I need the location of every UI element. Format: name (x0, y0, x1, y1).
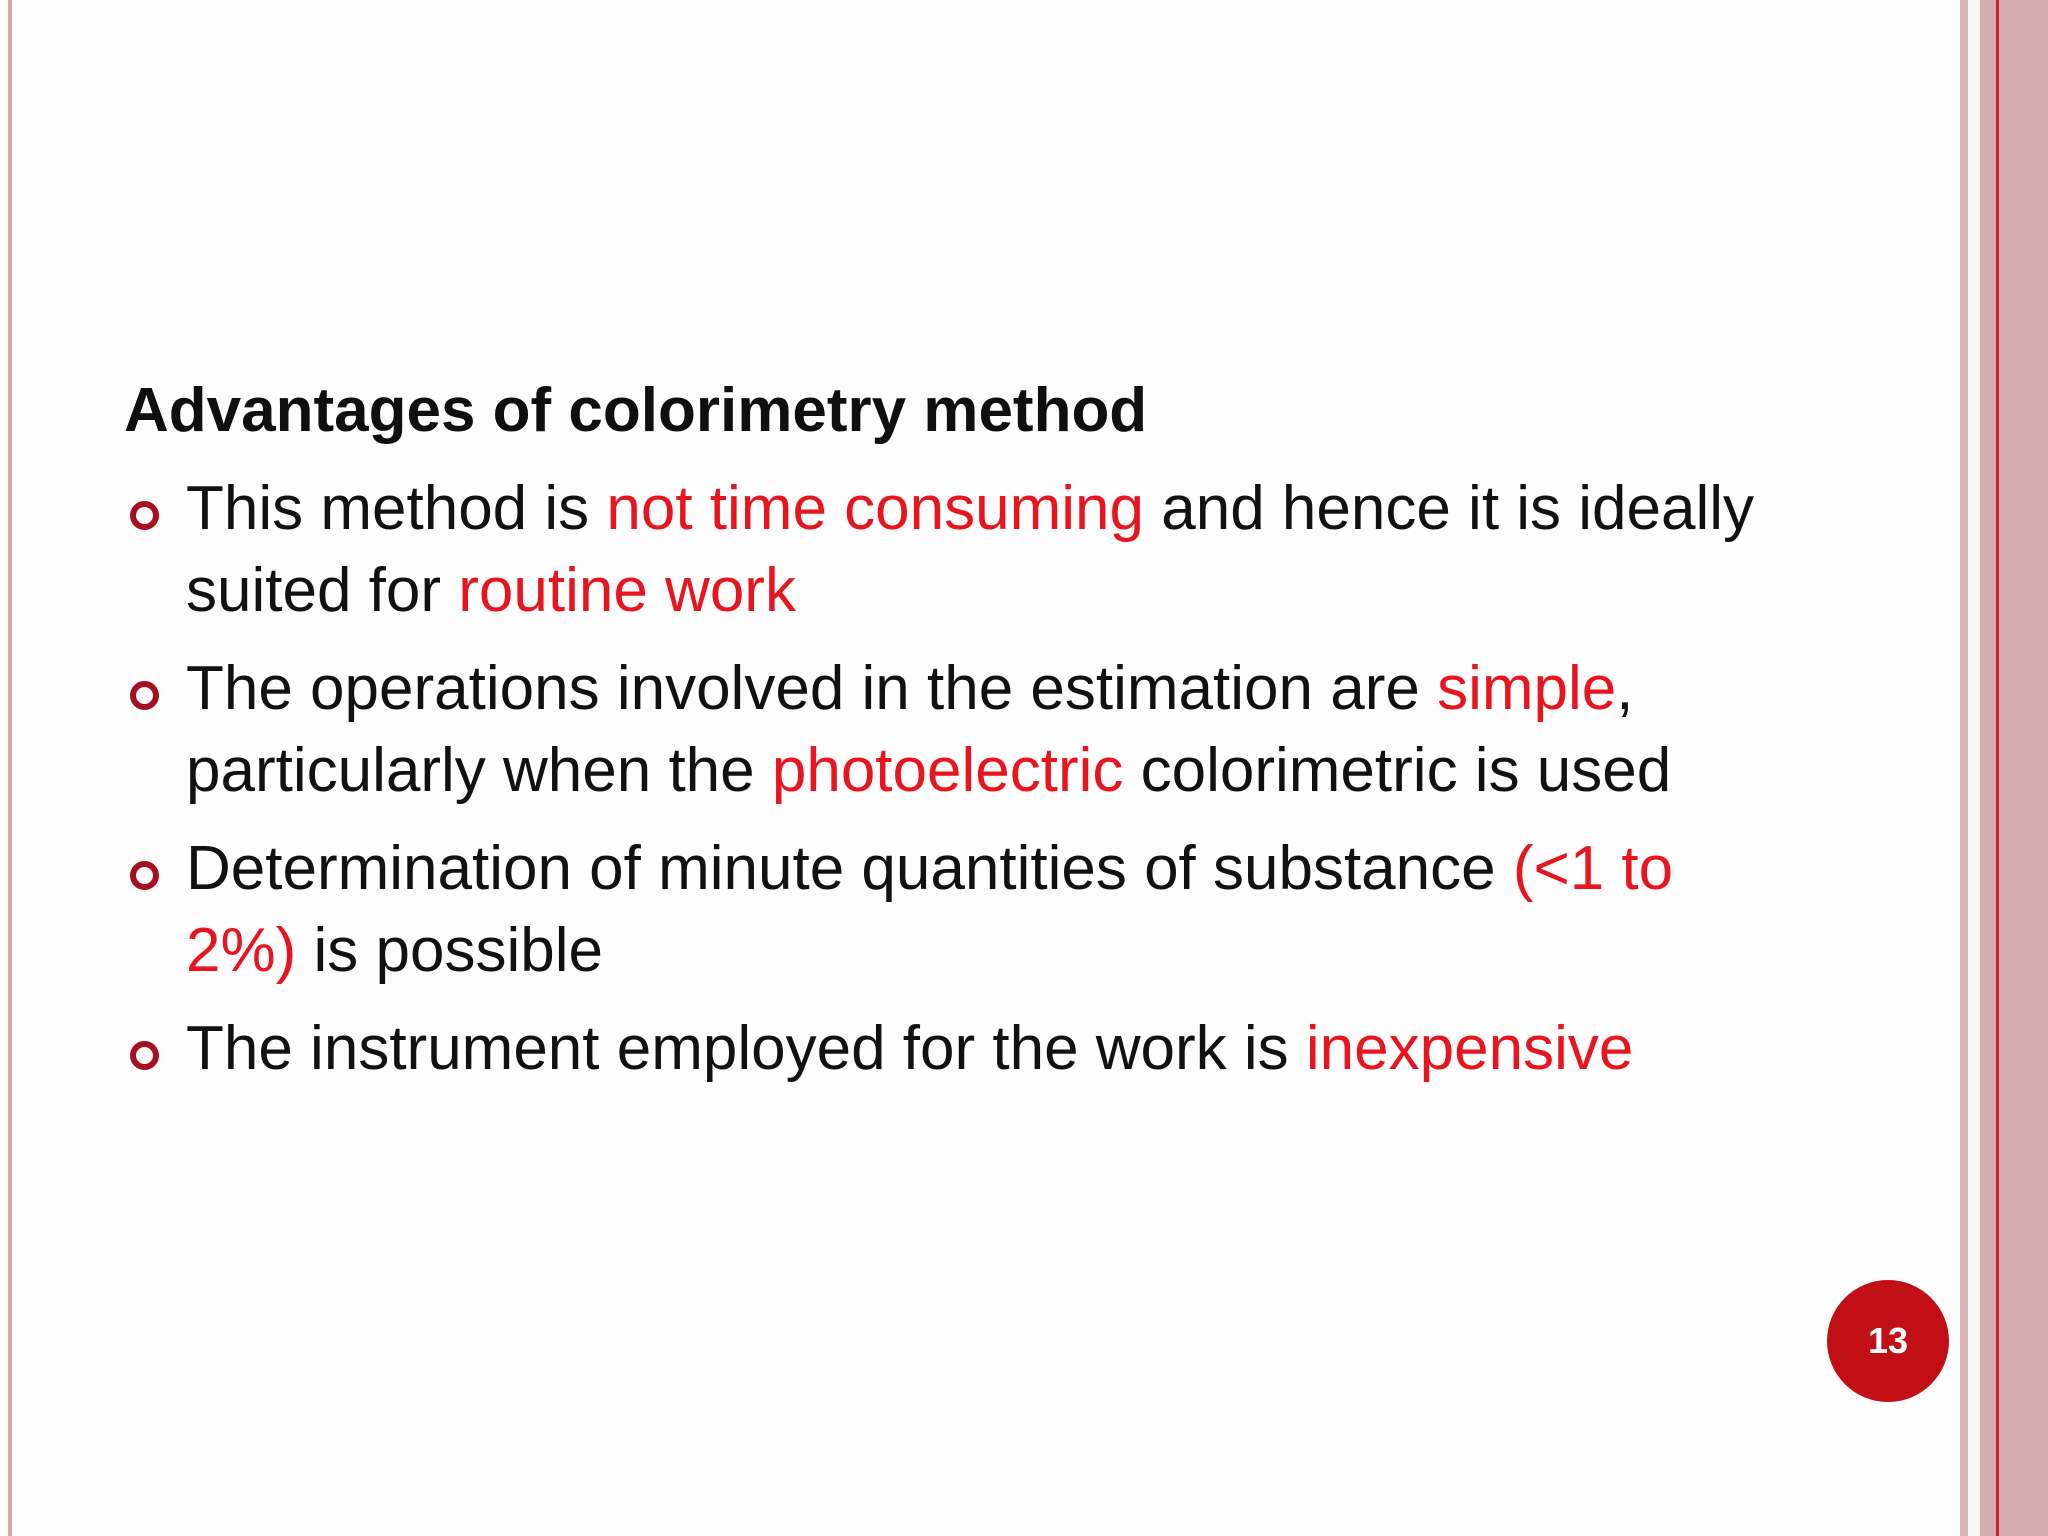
bullet-item (124, 468, 1764, 632)
bullet-text: Determination of minute quantities of substance (186, 834, 1513, 903)
right-border-stripe (1960, 0, 1968, 1536)
bullet-text: This method is (186, 474, 607, 543)
highlighted-text: not time consuming (606, 474, 1144, 543)
bullet-item (124, 828, 1764, 992)
bullet-text: is possible (296, 916, 603, 985)
left-border-rule (8, 0, 12, 1536)
bullet-text: colorimetric is used (1123, 736, 1672, 805)
bullet-text: The operations involved in the estimation are (186, 654, 1438, 723)
page-number-badge: 13 (1827, 1280, 1949, 1402)
bullet-list (124, 468, 1764, 1106)
highlighted-text: (<1 to 2%) (186, 834, 1674, 985)
bullet-item (124, 648, 1764, 812)
bullet-text: The instrument employed for the work is (186, 1014, 1306, 1083)
highlighted-text: routine work (458, 556, 796, 625)
hollow-circle-bullet-icon (130, 681, 159, 710)
slide-heading: Advantages of colorimetry method (124, 376, 1148, 445)
right-border-band (1980, 0, 2048, 1536)
bullet-text: , particularly when the (186, 654, 1634, 805)
highlighted-text: simple (1437, 654, 1617, 723)
hollow-circle-bullet-icon (130, 861, 159, 890)
bullet-text: and hence it is ideally suited for (186, 474, 1755, 625)
hollow-circle-bullet-icon (130, 1041, 159, 1070)
hollow-circle-bullet-icon (130, 501, 159, 530)
bullet-item (124, 1008, 1764, 1090)
highlighted-text: photoelectric (771, 736, 1124, 805)
highlighted-text: inexpensive (1305, 1014, 1634, 1083)
right-border-line (1996, 0, 1999, 1536)
right-border-gap (1968, 0, 1980, 1536)
